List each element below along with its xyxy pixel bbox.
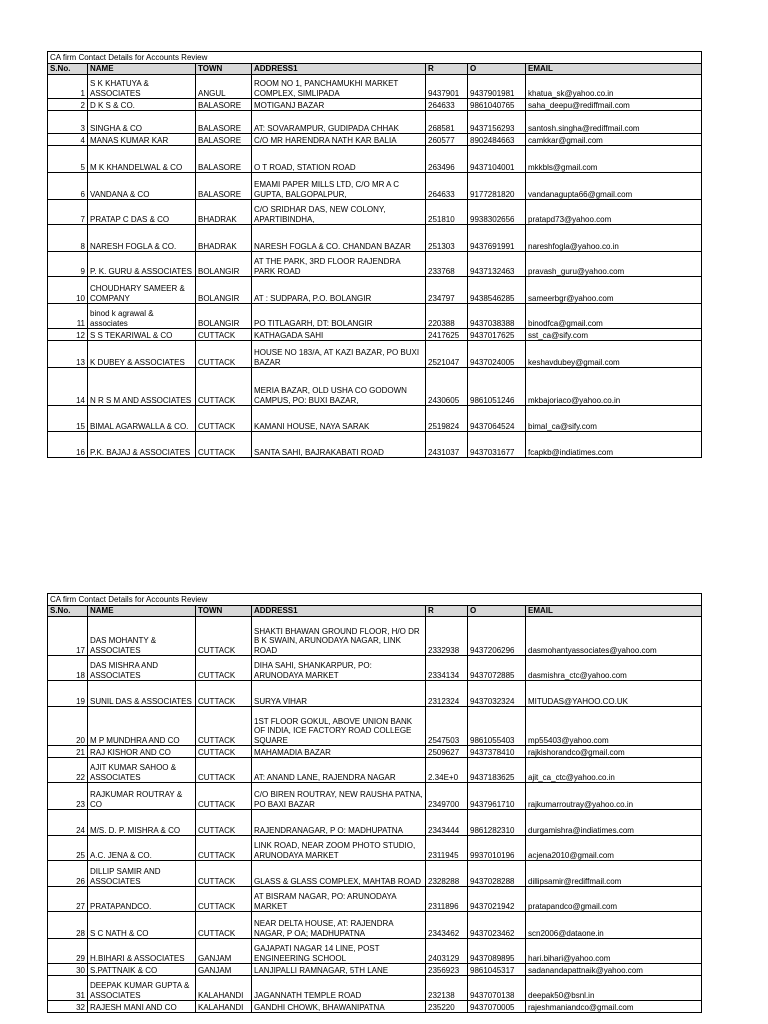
cell-email: deepak50@bsnl.in [526, 976, 702, 1001]
cell-email: durgamishra@indiatimes.com [526, 810, 702, 836]
cell-town: CUTTACK [196, 861, 252, 887]
cell-r: 2356923 [426, 964, 468, 976]
cell-sno: 28 [48, 912, 88, 939]
cell-sno: 6 [48, 173, 88, 200]
cell-name: BIMAL AGARWALLA & CO. [88, 406, 196, 432]
cell-r: 2509627 [426, 746, 468, 758]
cell-address: NEAR DELTA HOUSE, AT: RAJENDRA NAGAR, P OA; MADHUPATNA [252, 912, 426, 939]
cell-address: KATHAGADA SAHI [252, 329, 426, 341]
cell-email: mp55403@yahoo.com [526, 707, 702, 746]
cell-email: sadanandapattnaik@yahoo.com [526, 964, 702, 976]
cell-r: 2328288 [426, 861, 468, 887]
cell-o: 9437038388 [468, 304, 526, 329]
cell-r: 268581 [426, 111, 468, 134]
cell-r: 2334134 [426, 656, 468, 681]
cell-name: H.BIHARI & ASSOCIATES [88, 939, 196, 964]
table-row [48, 432, 702, 458]
cell-town: CUTTACK [196, 432, 252, 458]
cell-sno: 26 [48, 861, 88, 887]
cell-email: keshavdubey@gmail.com [526, 341, 702, 368]
column-header-address: ADDRESS1 [252, 606, 426, 617]
table-row [48, 252, 702, 277]
cell-town: GANJAM [196, 939, 252, 964]
table-row [48, 861, 702, 887]
table-row [48, 783, 702, 810]
cell-o: 9861282310 [468, 810, 526, 836]
cell-o: 9437017625 [468, 329, 526, 341]
cell-o: 9938302656 [468, 200, 526, 225]
cell-sno: 5 [48, 146, 88, 173]
table-row [48, 836, 702, 861]
cell-email: ajit_ca_ctc@yahoo.co.in [526, 758, 702, 783]
cell-email: pratapd73@yahoo.com [526, 200, 702, 225]
cell-sno: 27 [48, 887, 88, 912]
cell-sno: 13 [48, 341, 88, 368]
column-header-email: EMAIL [526, 606, 702, 617]
cell-name: M K KHANDELWAL & CO [88, 146, 196, 173]
cell-o: 9437901981 [468, 75, 526, 99]
cell-sno: 25 [48, 836, 88, 861]
cell-email: nareshfogla@yahoo.co.in [526, 225, 702, 252]
cell-town: KALAHANDI [196, 1001, 252, 1013]
cell-town: CUTTACK [196, 681, 252, 707]
cell-email: hari.bihari@yahoo.com [526, 939, 702, 964]
cell-town: CUTTACK [196, 656, 252, 681]
cell-name: S S TEKARIWAL & CO [88, 329, 196, 341]
table-row [48, 173, 702, 200]
cell-name: M P MUNDHRA AND CO [88, 707, 196, 746]
cell-email: mkkbls@gmail.com [526, 146, 702, 173]
cell-o: 9437206296 [468, 617, 526, 656]
cell-town: BALASORE [196, 173, 252, 200]
cell-address: ROOM NO 1, PANCHAMUKHI MARKET COMPLEX, SIMLIPADA [252, 75, 426, 99]
cell-town: BALASORE [196, 134, 252, 146]
cell-address: AT THE PARK, 3RD FLOOR RAJENDRA PARK ROAD [252, 252, 426, 277]
cell-address: C/O MR HARENDRA NATH KAR BALIA [252, 134, 426, 146]
cell-r: 2311945 [426, 836, 468, 861]
cell-email: santosh.singha@rediffmail.com [526, 111, 702, 134]
table-row [48, 75, 702, 99]
table-row [48, 134, 702, 146]
cell-name: S C NATH & CO [88, 912, 196, 939]
cell-o: 9437032324 [468, 681, 526, 707]
cell-name: P.K. BAJAJ & ASSOCIATES [88, 432, 196, 458]
column-header-r: R [426, 606, 468, 617]
cell-address: HOUSE NO 183/A, AT KAZI BAZAR, PO BUXI BAZAR [252, 341, 426, 368]
cell-name: DAS MOHANTY & ASSOCIATES [88, 617, 196, 656]
cell-o: 9437024005 [468, 341, 526, 368]
cell-address: PO TITLAGARH, DT: BOLANGIR [252, 304, 426, 329]
table-row [48, 341, 702, 368]
cell-r: 264633 [426, 99, 468, 111]
cell-email: sst_ca@sify.com [526, 329, 702, 341]
cell-email: rajkumarroutray@yahoo.co.in [526, 783, 702, 810]
column-header-sno: S.No. [48, 606, 88, 617]
cell-address: RAJENDRANAGAR, P O: MADHUPATNA [252, 810, 426, 836]
cell-email: pravash_guru@yahoo.com [526, 252, 702, 277]
cell-name: AJIT KUMAR SAHOO & ASSOCIATES [88, 758, 196, 783]
table-row [48, 99, 702, 111]
cell-address: GAJAPATI NAGAR 14 LINE, POST ENGINEERING SCHOOL [252, 939, 426, 964]
cell-r: 2311896 [426, 887, 468, 912]
cell-r: 264633 [426, 173, 468, 200]
cell-o: 9861051246 [468, 368, 526, 406]
column-header-address: ADDRESS1 [252, 64, 426, 75]
cell-email: rajkishorandco@gmail.com [526, 746, 702, 758]
cell-email: acjena2010@gmail.com [526, 836, 702, 861]
cell-address: SURYA VIHAR [252, 681, 426, 707]
cell-email: dasmishra_ctc@yahoo.com [526, 656, 702, 681]
table-row [48, 656, 702, 681]
cell-address: C/O SRIDHAR DAS, NEW COLONY, APARTIBINDHA, [252, 200, 426, 225]
cell-r: 263496 [426, 146, 468, 173]
cell-town: CUTTACK [196, 341, 252, 368]
table-row [48, 1001, 702, 1013]
cell-town: BALASORE [196, 111, 252, 134]
cell-email: camkkar@gmail.com [526, 134, 702, 146]
cell-address: AT: SOVARAMPUR, GUDIPADA CHHAK [252, 111, 426, 134]
cell-o: 9437064524 [468, 406, 526, 432]
cell-address: MOTIGANJ BAZAR [252, 99, 426, 111]
cell-sno: 31 [48, 976, 88, 1001]
cell-o: 9861045317 [468, 964, 526, 976]
cell-town: CUTTACK [196, 368, 252, 406]
cell-email: binodfca@gmail.com [526, 304, 702, 329]
cell-address: JAGANNATH TEMPLE ROAD [252, 976, 426, 1001]
cell-address: EMAMI PAPER MILLS LTD, C/O MR A C GUPTA, BALGOPALPUR, [252, 173, 426, 200]
cell-name: RAJ KISHOR AND CO [88, 746, 196, 758]
cell-r: 2430605 [426, 368, 468, 406]
cell-o: 9437156293 [468, 111, 526, 134]
table-row [48, 111, 702, 134]
cell-name: DEEPAK KUMAR GUPTA & ASSOCIATES [88, 976, 196, 1001]
cell-r: 232138 [426, 976, 468, 1001]
table-row [48, 746, 702, 758]
cell-name: PRATAP C DAS & CO [88, 200, 196, 225]
cell-r: 234797 [426, 277, 468, 304]
cell-address: AT : SUDPARA, P.O. BOLANGIR [252, 277, 426, 304]
cell-r: 2343462 [426, 912, 468, 939]
cell-sno: 17 [48, 617, 88, 656]
sheet-title: CA firm Contact Details for Accounts Review [48, 52, 702, 64]
cell-sno: 20 [48, 707, 88, 746]
cell-r: 251810 [426, 200, 468, 225]
cell-sno: 11 [48, 304, 88, 329]
cell-town: CUTTACK [196, 912, 252, 939]
cell-sno: 32 [48, 1001, 88, 1013]
ca-firm-table-1 [47, 51, 702, 458]
cell-o: 9437021942 [468, 887, 526, 912]
cell-name: binod k agrawal & associates [88, 304, 196, 329]
table-row [48, 707, 702, 746]
table-row [48, 617, 702, 656]
cell-town: CUTTACK [196, 406, 252, 432]
cell-name: M/S. D. P. MISHRA & CO [88, 810, 196, 836]
cell-r: 9437901 [426, 75, 468, 99]
cell-town: BHADRAK [196, 225, 252, 252]
cell-name: RAJESH MANI AND CO [88, 1001, 196, 1013]
cell-town: BOLANGIR [196, 277, 252, 304]
column-header-r: R [426, 64, 468, 75]
cell-email: dasmohantyassociates@yahoo.com [526, 617, 702, 656]
cell-o: 9437378410 [468, 746, 526, 758]
cell-email: MITUDAS@YAHOO.CO.UK [526, 681, 702, 707]
cell-sno: 24 [48, 810, 88, 836]
cell-sno: 3 [48, 111, 88, 134]
cell-town: ANGUL [196, 75, 252, 99]
cell-sno: 22 [48, 758, 88, 783]
cell-sno: 14 [48, 368, 88, 406]
table-row [48, 200, 702, 225]
cell-email: bimal_ca@sify.com [526, 406, 702, 432]
cell-address: GLASS & GLASS COMPLEX, MAHTAB ROAD [252, 861, 426, 887]
cell-o: 9437104001 [468, 146, 526, 173]
cell-email: rajeshmaniandco@gmail.com [526, 1001, 702, 1013]
cell-sno: 23 [48, 783, 88, 810]
cell-town: CUTTACK [196, 887, 252, 912]
cell-town: KALAHANDI [196, 976, 252, 1001]
cell-o: 9937010196 [468, 836, 526, 861]
sheet-title-row [48, 594, 702, 606]
cell-name: SINGHA & CO [88, 111, 196, 134]
contact-sheet-2 [47, 593, 701, 1013]
cell-r: 2.34E+0 [426, 758, 468, 783]
cell-email: scn2006@dataone.in [526, 912, 702, 939]
cell-o: 9177281820 [468, 173, 526, 200]
cell-name: NARESH FOGLA & CO. [88, 225, 196, 252]
cell-address: MAHAMADIA BAZAR [252, 746, 426, 758]
cell-o: 9437132463 [468, 252, 526, 277]
column-header-name: NAME [88, 64, 196, 75]
cell-name: P. K. GURU & ASSOCIATES [88, 252, 196, 277]
cell-town: CUTTACK [196, 617, 252, 656]
table-row [48, 368, 702, 406]
cell-address: 1ST FLOOR GOKUL, ABOVE UNION BANK OF INDIA, ICE FACTORY ROAD COLLEGE SQUARE [252, 707, 426, 746]
cell-name: VANDANA & CO [88, 173, 196, 200]
cell-o: 9437031677 [468, 432, 526, 458]
cell-town: CUTTACK [196, 746, 252, 758]
table-row [48, 277, 702, 304]
cell-sno: 15 [48, 406, 88, 432]
table-row [48, 887, 702, 912]
cell-sno: 4 [48, 134, 88, 146]
table-row [48, 810, 702, 836]
cell-name: CHOUDHARY SAMEER & COMPANY [88, 277, 196, 304]
table-row [48, 329, 702, 341]
cell-address: LINK ROAD, NEAR ZOOM PHOTO STUDIO, ARUNODAYA MARKET [252, 836, 426, 861]
cell-address: AT: ANAND LANE, RAJENDRA NAGAR [252, 758, 426, 783]
cell-sno: 12 [48, 329, 88, 341]
cell-sno: 29 [48, 939, 88, 964]
table-row [48, 976, 702, 1001]
cell-r: 235220 [426, 1001, 468, 1013]
cell-o: 9437089895 [468, 939, 526, 964]
cell-town: BOLANGIR [196, 252, 252, 277]
cell-o: 9437183625 [468, 758, 526, 783]
cell-email: saha_deepu@rediffmail.com [526, 99, 702, 111]
cell-o: 9437023462 [468, 912, 526, 939]
cell-address: C/O BIREN ROUTRAY, NEW RAUSHA PATNA, PO BAXI BAZAR [252, 783, 426, 810]
cell-town: BOLANGIR [196, 304, 252, 329]
cell-town: CUTTACK [196, 836, 252, 861]
column-header-town: TOWN [196, 606, 252, 617]
cell-r: 2403129 [426, 939, 468, 964]
cell-email: mkbajoriaco@yahoo.co.in [526, 368, 702, 406]
cell-email: fcapkb@indiatimes.com [526, 432, 702, 458]
table-row [48, 939, 702, 964]
cell-town: CUTTACK [196, 329, 252, 341]
cell-name: D K S & CO. [88, 99, 196, 111]
ca-firm-table-2 [47, 593, 702, 1013]
cell-o: 8902484663 [468, 134, 526, 146]
cell-address: MERIA BAZAR, OLD USHA CO GODOWN CAMPUS, PO: BUXI BAZAR, [252, 368, 426, 406]
cell-r: 2332938 [426, 617, 468, 656]
cell-r: 2349700 [426, 783, 468, 810]
column-header-sno: S.No. [48, 64, 88, 75]
cell-name: S.PATTNAIK & CO [88, 964, 196, 976]
cell-o: 9861040765 [468, 99, 526, 111]
cell-r: 2519824 [426, 406, 468, 432]
cell-o: 9438546285 [468, 277, 526, 304]
cell-name: N R S M AND ASSOCIATES [88, 368, 196, 406]
cell-sno: 7 [48, 200, 88, 225]
table-row [48, 225, 702, 252]
cell-sno: 2 [48, 99, 88, 111]
cell-r: 2343444 [426, 810, 468, 836]
cell-address: DIHA SAHI, SHANKARPUR, PO: ARUNODAYA MARKET [252, 656, 426, 681]
cell-town: BHADRAK [196, 200, 252, 225]
cell-town: GANJAM [196, 964, 252, 976]
cell-sno: 8 [48, 225, 88, 252]
cell-name: K DUBEY & ASSOCIATES [88, 341, 196, 368]
cell-address: O T ROAD, STATION ROAD [252, 146, 426, 173]
cell-name: DILLIP SAMIR AND ASSOCIATES [88, 861, 196, 887]
cell-sno: 1 [48, 75, 88, 99]
cell-sno: 19 [48, 681, 88, 707]
cell-r: 2417625 [426, 329, 468, 341]
cell-town: BALASORE [196, 99, 252, 111]
cell-o: 9437070138 [468, 976, 526, 1001]
contact-sheet-1 [47, 51, 701, 458]
cell-o: 9437072885 [468, 656, 526, 681]
cell-o: 9437070005 [468, 1001, 526, 1013]
table-row [48, 912, 702, 939]
cell-town: CUTTACK [196, 707, 252, 746]
table-row [48, 681, 702, 707]
cell-sno: 21 [48, 746, 88, 758]
cell-r: 2431037 [426, 432, 468, 458]
cell-address: NARESH FOGLA & CO. CHANDAN BAZAR [252, 225, 426, 252]
cell-address: SANTA SAHI, BAJRAKABATI ROAD [252, 432, 426, 458]
cell-name: RAJKUMAR ROUTRAY & CO [88, 783, 196, 810]
cell-r: 2547503 [426, 707, 468, 746]
cell-address: SHAKTI BHAWAN GROUND FLOOR, H/O DR B K SWAIN, ARUNODAYA NAGAR, LINK ROAD [252, 617, 426, 656]
table-row [48, 964, 702, 976]
cell-name: MANAS KUMAR KAR [88, 134, 196, 146]
cell-name: S K KHATUYA & ASSOCIATES [88, 75, 196, 99]
cell-town: CUTTACK [196, 783, 252, 810]
cell-name: PRATAPANDCO. [88, 887, 196, 912]
cell-name: DAS MISHRA AND ASSOCIATES [88, 656, 196, 681]
cell-r: 2312324 [426, 681, 468, 707]
cell-email: pratapandco@gmail.com [526, 887, 702, 912]
cell-town: CUTTACK [196, 758, 252, 783]
cell-o: 9861055403 [468, 707, 526, 746]
cell-r: 260577 [426, 134, 468, 146]
cell-email: sameerbgr@yahoo.com [526, 277, 702, 304]
header-row [48, 64, 702, 75]
header-row [48, 606, 702, 617]
table-row [48, 304, 702, 329]
cell-address: LANJIPALLI RAMNAGAR, 5TH LANE [252, 964, 426, 976]
cell-town: CUTTACK [196, 810, 252, 836]
cell-name: A.C. JENA & CO. [88, 836, 196, 861]
cell-email: khatua_sk@yahoo.co.in [526, 75, 702, 99]
cell-sno: 16 [48, 432, 88, 458]
column-header-email: EMAIL [526, 64, 702, 75]
sheet-title: CA firm Contact Details for Accounts Review [48, 594, 702, 606]
cell-r: 251303 [426, 225, 468, 252]
cell-sno: 30 [48, 964, 88, 976]
table-row [48, 146, 702, 173]
cell-sno: 18 [48, 656, 88, 681]
cell-name: SUNIL DAS & ASSOCIATES [88, 681, 196, 707]
cell-r: 220388 [426, 304, 468, 329]
column-header-town: TOWN [196, 64, 252, 75]
table-row [48, 406, 702, 432]
cell-sno: 9 [48, 252, 88, 277]
cell-address: AT BISRAM NAGAR, PO: ARUNODAYA MARKET [252, 887, 426, 912]
column-header-o: O [468, 606, 526, 617]
table-row [48, 758, 702, 783]
cell-email: dillipsamir@rediffmail.com [526, 861, 702, 887]
cell-r: 2521047 [426, 341, 468, 368]
cell-sno: 10 [48, 277, 88, 304]
cell-o: 9437028288 [468, 861, 526, 887]
column-header-o: O [468, 64, 526, 75]
cell-o: 9437691991 [468, 225, 526, 252]
cell-address: KAMANI HOUSE, NAYA SARAK [252, 406, 426, 432]
cell-address: GANDHI CHOWK, BHAWANIPATNA [252, 1001, 426, 1013]
column-header-name: NAME [88, 606, 196, 617]
cell-r: 233768 [426, 252, 468, 277]
cell-o: 9437961710 [468, 783, 526, 810]
sheet-title-row [48, 52, 702, 64]
cell-email: vandanagupta66@gmail.com [526, 173, 702, 200]
cell-town: BALASORE [196, 146, 252, 173]
